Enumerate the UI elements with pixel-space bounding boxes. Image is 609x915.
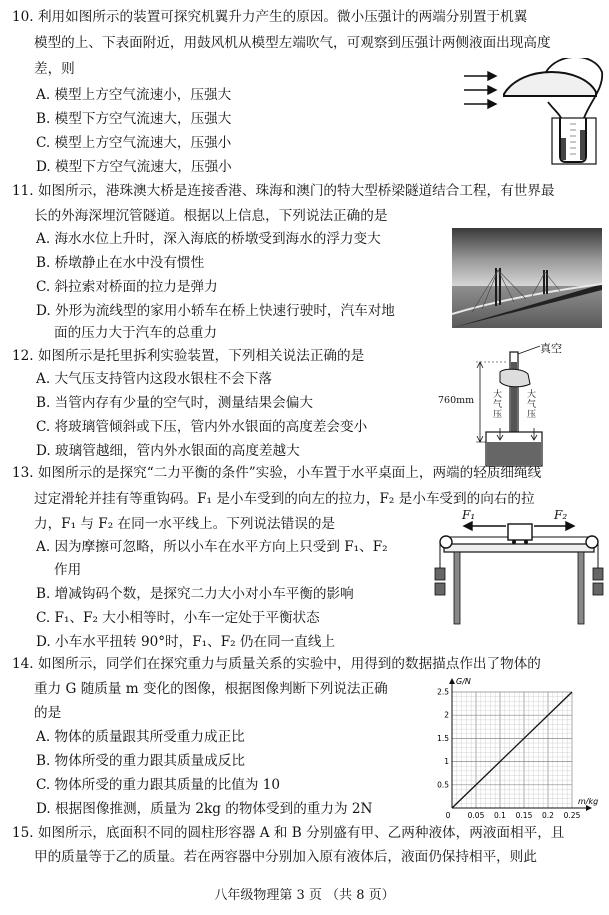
y-tick-label: 1 <box>444 757 449 767</box>
q12-option-d: D. 玻璃管越细，管内外水银面的高度差越大 <box>36 443 300 459</box>
f1-label: F₁ <box>462 508 476 522</box>
y-tick-label: 1.5 <box>437 733 449 743</box>
q10-option-a: A. 模型上方空气流速小，压强大 <box>36 87 232 103</box>
x-tick-label: 0 <box>445 811 451 820</box>
q11-option-b: B. 桥墩静止在水中没有惯性 <box>36 255 205 271</box>
y-tick-label: 0.5 <box>437 780 449 790</box>
hand-icon <box>500 369 530 387</box>
q10-option-b: B. 模型下方空气流速大，压强大 <box>36 111 232 127</box>
y-tick-label: 2 <box>444 710 449 720</box>
page-footer: 八年级物理第 3 页 （共 8 页） <box>214 888 395 903</box>
q13-stem-line-1: 13. 如图所示的是探究“二力平衡的条件”实验，小车置于水平桌面上，两端的轻质细绳线 <box>12 465 542 481</box>
airflow-arrows <box>464 72 496 108</box>
q13-stem-line-3: 力，F₁ 与 F₂ 在同一水平线上。下列说法错误的是 <box>34 516 336 532</box>
q12-option-c: C. 将玻璃管倾斜或下压，管内外水银面的高度差会变小 <box>36 419 368 435</box>
q11-option-d: D. 外形为流线型的家用小轿车在桥上快速行驶时，汽车对地 <box>36 303 395 319</box>
x-axis-label: m/kg <box>578 797 599 806</box>
q13-option-a-cont: 作用 <box>54 562 82 578</box>
atm-pressure-left-label: 大气压 <box>493 390 503 420</box>
q10-stem-line-1: 10. 利用如图所示的装置可探究机翼升力产生的原因。微小压强计的两端分别置于机翼 <box>12 9 528 25</box>
q14-stem-line-2: 重力 G 随质量 m 变化的图像，根据图像判断下列说法正确 <box>34 681 388 697</box>
q11-option-a: A. 海水水位上升时，深入海底的桥墩受到海水的浮力变大 <box>36 231 381 247</box>
y-axis-arrow <box>449 678 455 684</box>
q12-stem-line-1: 12. 如图所示是托里拆利实验装置，下列相关说法正确的是 <box>12 348 365 364</box>
right-hook-weights <box>593 568 603 595</box>
right-pulley <box>586 536 598 548</box>
left-pulley <box>440 536 452 548</box>
q11-option-d-cont: 面的压力大于汽车的总重力 <box>54 325 218 341</box>
q14-option-d: D. 根据图像推测，质量为 2kg 的物体受到的重力为 2N <box>36 801 373 817</box>
vacuum-label: 真空 <box>540 342 562 355</box>
q13-option-c: C. F₁、F₂ 大小相等时，小车一定处于平衡状态 <box>36 610 320 626</box>
torricelli-figure <box>438 340 592 470</box>
left-hook-weights <box>435 568 445 595</box>
x-tick-label: 0.15 <box>515 811 533 820</box>
series-line-g-vs-m <box>452 692 572 808</box>
q15-stem-line-1: 15. 如图所示，底面积不同的圆柱形容器 A 和 B 分别盛有甲、乙两种液体，两液面相平，且 <box>12 825 565 841</box>
f2-label: F₂ <box>554 508 568 522</box>
q14-stem-line-1: 14. 如图所示，同学们在探究重力与质量关系的实验中，用得到的数据描点作出了物体的 <box>12 656 541 672</box>
x-tick-label: 0.1 <box>494 811 506 820</box>
cart <box>508 524 532 540</box>
q10-option-d: D. 模型下方空气流速大，压强小 <box>36 159 232 175</box>
q10-option-c: C. 模型上方空气流速大，压强小 <box>36 135 232 151</box>
table-top <box>444 544 594 552</box>
q11-option-c: C. 斜拉索对桥面的拉力是弹力 <box>36 279 218 295</box>
chart-series <box>452 692 572 808</box>
q12-option-b: B. 当管内存有少量的空气时，测量结果会偏大 <box>36 395 313 411</box>
x-tick-label: 0.25 <box>563 811 581 820</box>
wing-model <box>504 72 596 96</box>
gravity-mass-chart <box>422 676 602 826</box>
x-tick-label: 0.2 <box>542 811 554 820</box>
q11-stem-line-2: 长的外海深埋沉管隧道。根据以上信息，下列说法正确的是 <box>34 208 388 224</box>
wing-model-figure <box>462 58 606 168</box>
y-tick-label: 2.5 <box>437 687 449 697</box>
q12-option-a: A. 大气压支持管内这段水银柱不会下落 <box>36 371 272 387</box>
u-tube-manometer <box>552 118 596 164</box>
q14-stem-line-3: 的是 <box>34 705 62 721</box>
q13-option-d: D. 小车水平扭转 90°时，F₁、F₂ 仍在同一直线上 <box>36 634 336 650</box>
x-tick-label: 0.05 <box>467 811 485 820</box>
q14-option-a: A. 物体的质量跟其所受重力成正比 <box>36 729 245 745</box>
q13-stem-line-2: 过定滑轮并挂有等重钩码。F₁ 是小车受到的向左的拉力，F₂ 是小车受到的向右的拉 <box>34 491 535 507</box>
y-axis-label: G/N <box>456 677 471 686</box>
atm-pressure-right-label: 大气压 <box>527 390 537 420</box>
q15-stem-line-2: 甲的质量等于乙的质量。若在两容器中分别加入原有液体后，液面仍保持相平，则此 <box>34 849 537 865</box>
two-force-balance-figure <box>426 510 606 640</box>
q14-option-c: C. 物体所受的重力跟其质量的比值为 10 <box>36 777 281 793</box>
q13-option-a: A. 因为摩擦可忽略，所以小车在水平方向上只受到 F₁、F₂ <box>36 539 388 555</box>
height-label: 760mm <box>438 395 475 406</box>
q13-option-b: B. 增减钩码个数，是探究二力大小对小车平衡的影响 <box>36 586 354 602</box>
bridge-photo <box>452 228 602 328</box>
q10-stem-line-2: 模型的上、下表面附近，用鼓风机从模型左端吹气，可观察到压强计两侧液面出现高度 <box>34 35 551 51</box>
q11-stem-line-1: 11. 如图所示，港珠澳大桥是连接香港、珠海和澳门的特大型桥梁隧道结合工程，有世界最 <box>12 183 555 199</box>
q10-stem-line-3: 差，则 <box>34 61 75 77</box>
q14-option-b: B. 物体所受的重力跟其质量成反比 <box>36 753 245 769</box>
